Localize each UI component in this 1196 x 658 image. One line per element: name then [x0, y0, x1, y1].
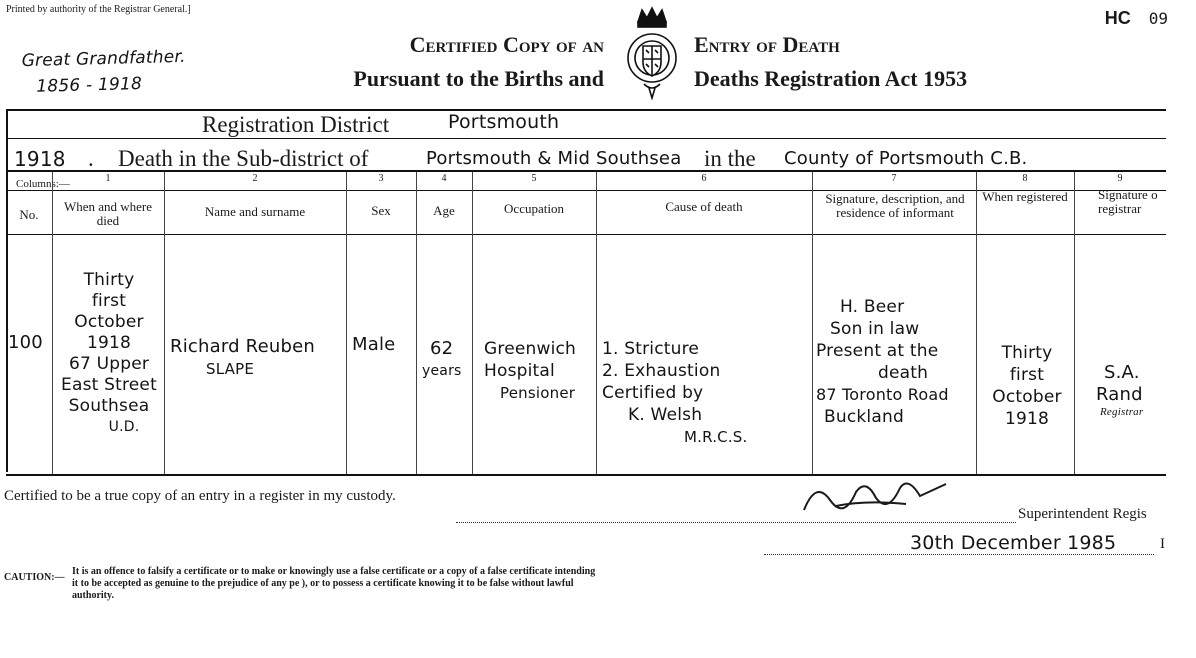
in-the-label: in the — [704, 146, 756, 171]
caution-text: It is an offence to falsify a certificate or to make or knowingly use a false certificate or a copy of a false certificate intending it to be accepted as genuine to the prejudice of any pe ), or to possess a certificate knowing it to be false without lawful authority. — [72, 566, 596, 601]
colnum-1: 1 — [105, 173, 111, 184]
entry-sex: Male — [352, 334, 396, 355]
header-cause: Cause of death — [665, 199, 743, 214]
title-right-line-1: Entry of Death — [694, 32, 840, 57]
entry-age — [422, 338, 472, 382]
header-when-where: When and where died — [63, 199, 153, 228]
when-where-line: East Street — [61, 375, 157, 395]
registered-line: Thirty — [1001, 343, 1053, 363]
entry-name — [170, 336, 346, 380]
header-no: No. — [19, 207, 39, 222]
header-sex: Sex — [371, 203, 391, 218]
cause-line: 2. Exhaustion — [602, 361, 721, 381]
county-value: County of Portsmouth C.B. — [784, 148, 1028, 169]
subdistrict-value: Portsmouth & Mid Southsea — [426, 148, 682, 169]
colnum-7: 7 — [891, 173, 897, 184]
certified-true-copy-text: Certified to be a true copy of an entry in a register in my custody. — [4, 488, 396, 504]
cause-line: 1. Stricture — [602, 339, 700, 359]
caution-label: CAUTION:— — [4, 572, 65, 583]
informant-line: Present at the — [816, 341, 939, 361]
colnum-5: 5 — [531, 173, 537, 184]
entry-occupation — [484, 338, 596, 404]
top-rule — [6, 109, 1166, 111]
subdistrict-label: Death in the Sub-district of — [118, 146, 369, 171]
registrar-name: Rand — [1096, 384, 1143, 405]
date-tail: I — [1160, 536, 1165, 552]
occupation-line: Greenwich — [484, 339, 577, 359]
header-when-registered: When registered — [982, 189, 1068, 204]
form-code — [1105, 8, 1168, 29]
caution-notice — [4, 566, 604, 602]
header-rule — [6, 234, 1166, 235]
registration-district-label: Registration District — [202, 112, 390, 137]
colnum-2: 2 — [252, 173, 258, 184]
printed-by-notice: Printed by authority of the Registrar General.] — [6, 4, 191, 15]
superintendent-dotted-line — [456, 520, 1016, 523]
col-divider-9 — [1074, 172, 1075, 474]
age-number: 62 — [430, 338, 454, 359]
form-number: 09 — [1148, 9, 1168, 28]
title-left-line-2: Pursuant to the Births and — [353, 66, 604, 91]
entry-when-where — [56, 270, 162, 438]
header-age: Age — [433, 203, 455, 218]
registrar-title: Registrar — [1100, 406, 1144, 418]
col-divider-1 — [52, 172, 53, 474]
handwritten-annotation — [21, 44, 186, 100]
title-left — [304, 28, 604, 96]
occupation-line: Hospital — [484, 361, 555, 381]
cause-line: M.R.C.S. — [684, 428, 748, 446]
entry-when-registered — [980, 342, 1074, 430]
death-entry-table — [6, 170, 1166, 476]
colnum-8: 8 — [1022, 173, 1028, 184]
col-divider-5 — [472, 172, 473, 474]
age-unit: years — [422, 363, 462, 379]
when-where-line: U.D. — [108, 419, 140, 435]
col-divider-8 — [976, 172, 977, 474]
colnum-6: 6 — [701, 173, 707, 184]
title-right-line-2: Deaths Registration Act 1953 — [694, 66, 968, 91]
colnum-9: 9 — [1117, 173, 1123, 184]
colnum-3: 3 — [378, 173, 384, 184]
informant-line: death — [878, 363, 929, 383]
title-left-line-1: Certified Copy of an — [409, 32, 604, 57]
registered-line: first — [1009, 365, 1045, 385]
when-where-line: 67 Upper — [68, 354, 150, 374]
header-occupation: Occupation — [504, 201, 564, 216]
col-divider-7 — [812, 172, 813, 474]
cause-line: Certified by — [602, 383, 704, 403]
header-informant: Signature, description, and residence of informant — [825, 191, 965, 220]
informant-line: H. Beer — [840, 297, 905, 317]
registrar-initials: S.A. — [1104, 362, 1140, 383]
registration-district-value: Portsmouth — [448, 111, 560, 133]
year: 1918 — [14, 147, 66, 171]
registered-line: 1918 — [1004, 409, 1050, 429]
annotation-line-2: 1856 - 1918 — [36, 74, 143, 97]
district-rule — [6, 138, 1166, 139]
entry-registrar — [1096, 362, 1168, 418]
annotation-line-1: Great Grandfather. — [21, 46, 186, 72]
entry-cause — [602, 338, 810, 448]
superintendent-label: Superintendent Regis — [1018, 506, 1147, 522]
when-where-line: October — [74, 312, 144, 332]
header-name: Name and surname — [204, 204, 306, 219]
year-dot: . — [88, 146, 94, 171]
when-where-line: first — [91, 291, 127, 311]
occupation-line: Pensioner — [500, 384, 576, 402]
form-code-letters: HC — [1104, 8, 1131, 28]
certificate-date: 30th December 1985 — [910, 532, 1117, 554]
informant-line: 87 Toronto Road — [816, 385, 949, 404]
royal-crest-icon — [616, 4, 688, 100]
col-divider-6 — [596, 172, 597, 474]
header-registrar: Signature o registrar — [1098, 187, 1158, 216]
name-line: SLAPE — [206, 360, 255, 378]
entry-number: 100 — [8, 332, 43, 353]
cause-line: K. Welsh — [628, 405, 703, 425]
colnum-4: 4 — [441, 173, 447, 184]
registered-line: October — [992, 387, 1062, 407]
when-where-line: 1918 — [86, 333, 132, 353]
informant-line: Son in law — [830, 319, 920, 339]
columns-label: Columns:— — [16, 178, 70, 190]
entry-informant — [816, 296, 976, 428]
name-line: Richard Reuben — [170, 336, 315, 357]
informant-line: Buckland — [824, 407, 904, 427]
title-right — [694, 28, 967, 96]
when-where-line: Thirty — [83, 270, 135, 290]
when-where-line: Southsea — [68, 396, 150, 416]
superintendent-signature-icon — [796, 470, 956, 520]
